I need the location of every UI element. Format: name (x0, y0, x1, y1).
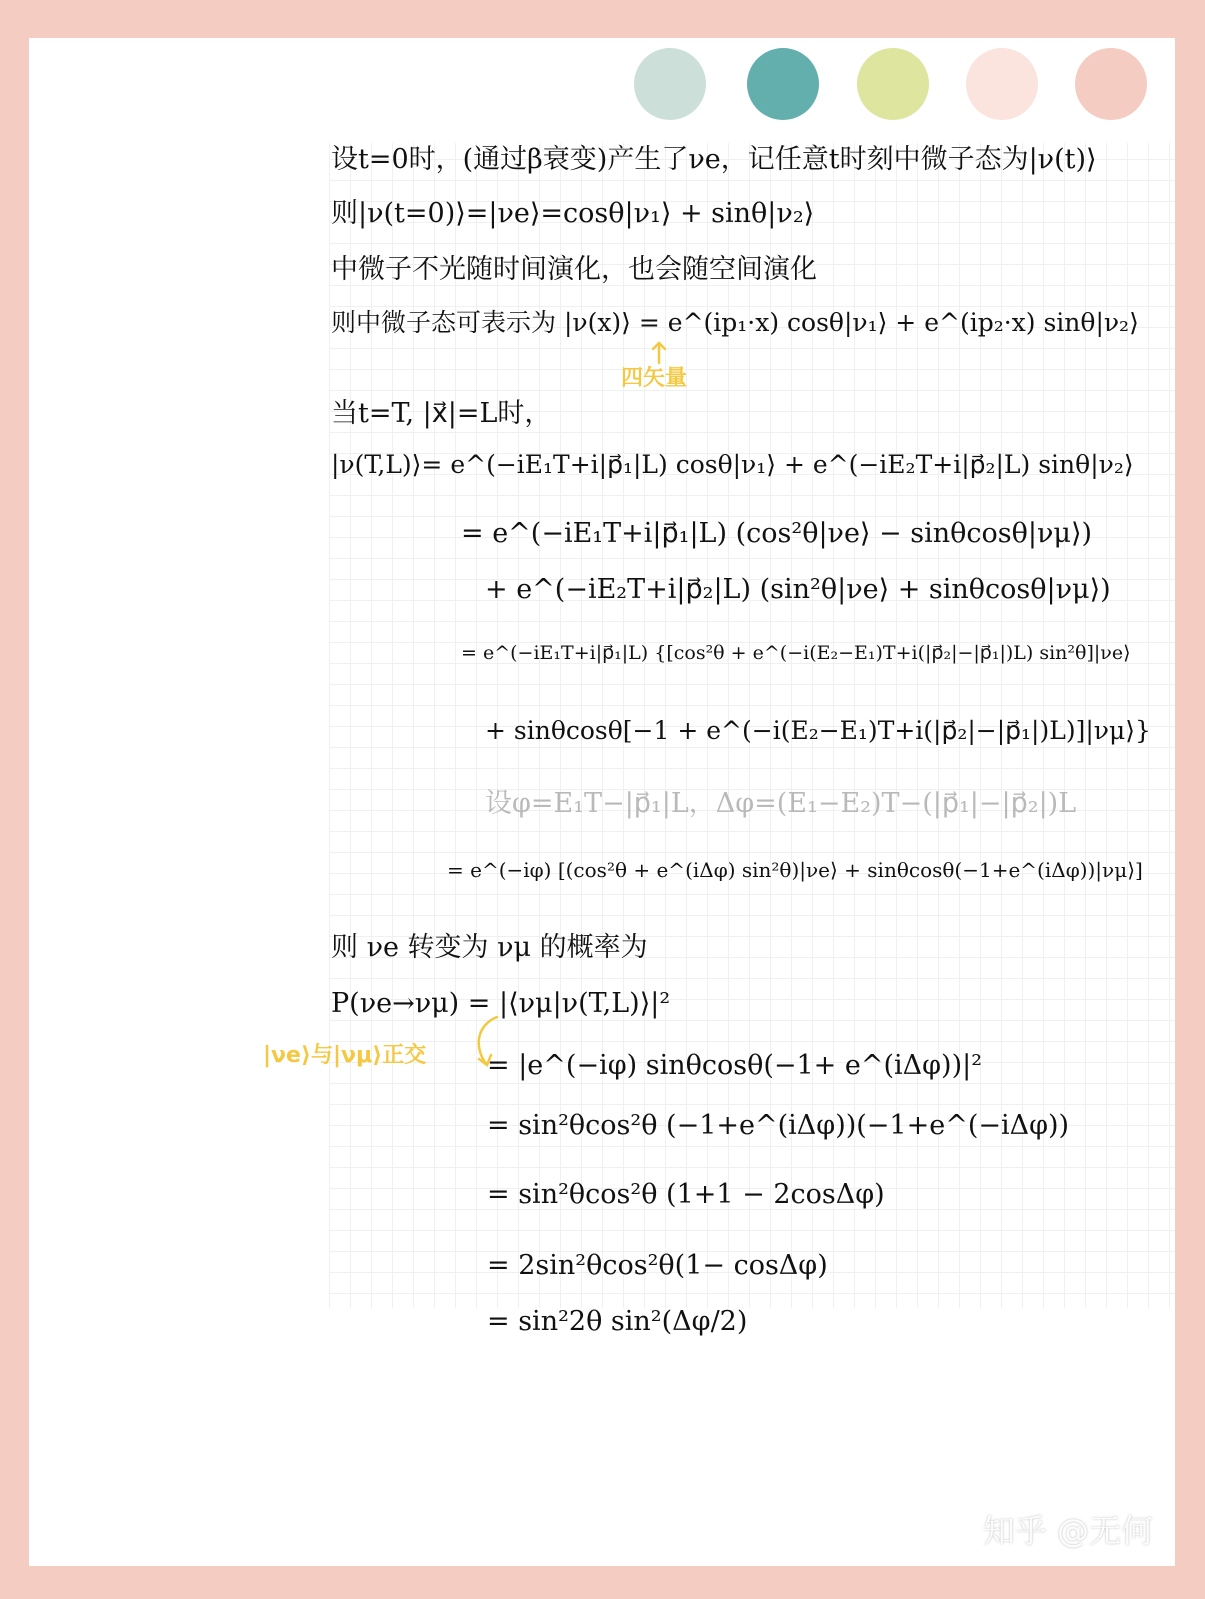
derivation-line-3: 中微子不光随时间演化，也会随空间演化 (331, 254, 817, 285)
definition-line: 设φ=E₁T−|p⃗₁|L，Δφ=(E₁−E₂)T−(|p⃗₁|−|p⃗₂|)L (485, 788, 1077, 819)
color-dot-mint (634, 48, 706, 120)
color-dot-salmon (1075, 48, 1147, 120)
derivation-line-2: 则|ν(t=0)⟩=|νe⟩=cosθ|ν₁⟩ + sinθ|ν₂⟩ (331, 198, 815, 229)
probability-step-1: = |e^(−iφ) sinθcosθ(−1+ e^(iΔφ))|² (487, 1050, 983, 1081)
derivation-line-8: + e^(−iE₂T+i|p⃗₂|L) (sin²θ|νe⟩ + sinθcosθ|νμ⟩) (485, 574, 1111, 605)
orthogonal-note: |νe⟩与|νμ⟩正交 (263, 1043, 427, 1068)
derivation-line-1: 设t=0时，(通过β衰变)产生了νe，记任意t时刻中微子态为|ν(t)⟩ (331, 144, 1097, 175)
derivation-line-9: = e^(−iE₁T+i|p⃗₁|L) {[cos²θ + e^(−i(E₂−E₁)T+i(|p⃗₂|−|p⃗₁|)L) sin²θ]|νe⟩ (461, 642, 1131, 664)
probability-step-2: = sin²θcos²θ (−1+e^(iΔφ))(−1+e^(−iΔφ)) (487, 1110, 1070, 1141)
derivation-line-10: + sinθcosθ[−1 + e^(−i(E₂−E₁)T+i(|p⃗₂|−|p⃗₁|)L)]|νμ⟩} (485, 716, 1151, 745)
derivation-line-11: = e^(−iφ) [(cos²θ + e^(iΔφ) sin²θ)|νe⟩ + sinθcosθ(−1+e^(iΔφ))|νμ⟩] (447, 858, 1143, 882)
four-vector-arrow (649, 341, 669, 365)
notebook-page (29, 38, 1175, 1566)
derivation-line-7: = e^(−iE₁T+i|p⃗₁|L) (cos²θ|νe⟩ − sinθcosθ|νμ⟩) (461, 518, 1093, 549)
color-dot-lime (857, 48, 929, 120)
color-dot-teal (747, 48, 819, 120)
derivation-line-6: |ν(T,L)⟩= e^(−iE₁T+i|p⃗₁|L) cosθ|ν₁⟩ + e^(−iE₂T+i|p⃗₂|L) sinθ|ν₂⟩ (331, 450, 1134, 479)
derivation-line-5: 当t=T, |x⃗|=L时， (331, 398, 552, 429)
probability-result: = sin²2θ sin²(Δφ/2) (487, 1306, 748, 1337)
derivation-line-12: 则 νe 转变为 νμ 的概率为 (331, 932, 648, 963)
probability-step-4: = 2sin²θcos²θ(1− cosΔφ) (487, 1250, 828, 1281)
watermark: 知乎 @无何 (982, 1512, 1153, 1550)
derivation-line-4: 则中微子态可表示为 |ν(x)⟩ = e^(ip₁·x) cosθ|ν₁⟩ + e^(ip₂·x) sinθ|ν₂⟩ (331, 308, 1139, 337)
four-vector-note: 四矢量 (621, 366, 688, 391)
probability-step-3: = sin²θcos²θ (1+1 − 2cosΔφ) (487, 1179, 885, 1210)
color-dot-blush (966, 48, 1038, 120)
probability-line: P(νe→νμ) = |⟨νμ|ν(T,L)⟩|² (331, 988, 671, 1019)
